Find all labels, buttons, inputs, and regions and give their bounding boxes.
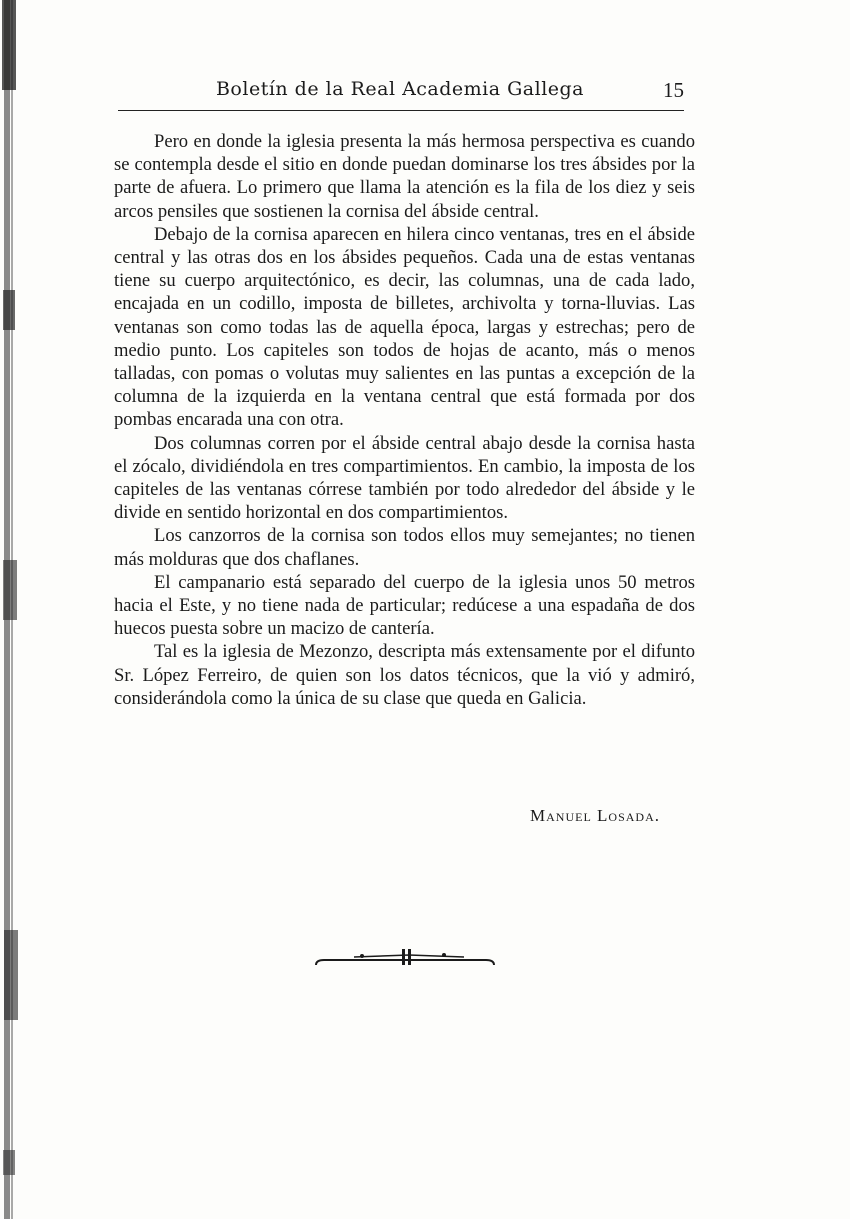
running-title: Boletín de la Real Academia Gallega bbox=[215, 78, 585, 100]
header-rule bbox=[118, 110, 684, 111]
page-header bbox=[110, 76, 690, 112]
author-signature: Manuel Losada. bbox=[530, 806, 660, 825]
paragraph: Debajo de la cornisa aparecen en hilera cinco ventanas, tres en el ábside central y las otras dos en los ábsides pequeños. Cada una de estas ventanas tiene su cuerpo arquitectónico, es decir, las columnas, una de cada lado, encajada en un codillo, imposta de billetes, archivolta y torna-lluvias. Las ventanas son como todas las de aquella época, largas y estrechas; pero de medio punto. Los capiteles son todos de hojas de acanto, más o menos talladas, con pomas o volutas muy salientes en las puntas a excepción de la columna de la izquierda en la ventana central que está formada por dos pombas encarada una con otra. bbox=[114, 223, 695, 431]
end-ornament bbox=[314, 945, 496, 969]
paragraph: Los canzorros de la cornisa son todos ellos muy semejantes; no tienen más molduras que dos chaflanes. bbox=[114, 525, 695, 570]
paragraph: Pero en donde la iglesia presenta la más hermosa perspectiva es cuando se contempla desde el sitio en donde puedan dominarse los tres ábsides por la parte de afuera. Lo primero que llama la atención es la fila de los diez y seis arcos pensiles que sostienen la cornisa del ábside central. bbox=[114, 131, 695, 222]
paragraph: Tal es la iglesia de Mezonzo, descripta más extensamente por el difunto Sr. López Ferreiro, de quien son los datos técnicos, que la vió y admiró, considerándola como la única de su clase que queda en Galicia. bbox=[114, 641, 695, 709]
page-number: 15 bbox=[663, 78, 684, 102]
paragraph: El campanario está separado del cuerpo de la iglesia unos 50 metros hacia el Este, y no tiene nada de particular; redúcese a una espadaña de dos huecos puesta sobre un macizo de cantería. bbox=[114, 571, 695, 640]
binding-edge bbox=[0, 0, 26, 1219]
article-body bbox=[114, 130, 695, 710]
paragraph: Dos columnas corren por el ábside central abajo desde la cornisa hasta el zócalo, dividiéndola en tres compartimientos. En cambio, la imposta de los capiteles de las ventanas córrese también por todo alrededor del ábside y le divide en sentido horizontal en dos compartimientos. bbox=[114, 432, 695, 524]
